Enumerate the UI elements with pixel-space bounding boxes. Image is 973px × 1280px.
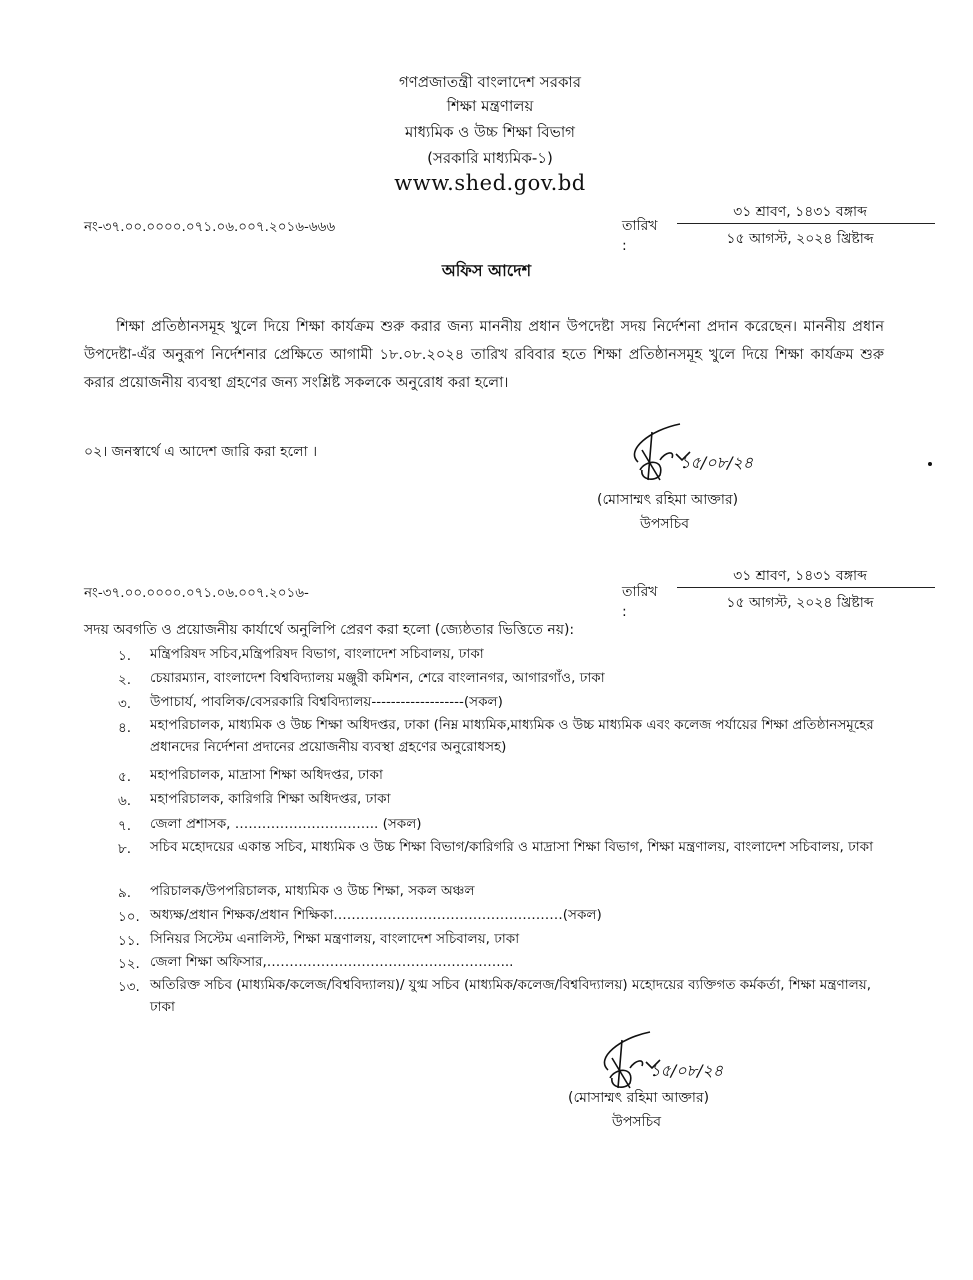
item-text: মহাপরিচালক, মাদ্রাসা শিক্ষা অধিদপ্তর, ঢাকা xyxy=(150,767,383,783)
signatory-name-1: (মোসাম্মৎ রহিমা আক্তার) xyxy=(597,492,739,508)
item-text: জেলা শিক্ষা অফিসার,…………………………………………….... xyxy=(150,954,514,970)
item-text: অধ্যক্ষ/প্রধান শিক্ষক/প্রধান শিক্ষিকা……………………………………………(সকল) xyxy=(150,907,602,923)
item-number: ৫. xyxy=(118,769,132,785)
copy-date-english: ১৫ আগস্ট, ২০২৪ খ্রিষ্টাব্দ xyxy=(726,595,874,611)
item-number: ৩. xyxy=(118,696,132,712)
item-number: ১২. xyxy=(118,956,140,972)
order-paragraph-1: শিক্ষা প্রতিষ্ঠানসমূহ খুলে দিয়ে শিক্ষা কার্যক্রম শুরু করার জন্য মাননীয় প্রধান উপদেষ্টা সদয় নির্দেশনা প্রদান করেছেন। মাননীয় প্রধান উপদেষ্টা-এঁর অনুরূপ নির্দেশনার প্রেক্ষিতে আগামী ১৮.০৮.২০২৪ তারিখ রবিবার হতে শিক্ষা প্রতিষ্ঠানসমূহ খুলে দিয়ে শিক্ষা কার্যক্রম শুরু করার প্রয়োজনীয় ব্যবস্থা গ্রহণের জন্য সংশ্লিষ্ট সকলকে অনুরোধ করা হলো। xyxy=(84,319,884,391)
signatory-designation-1: উপসচিব xyxy=(640,516,690,532)
signature-icon xyxy=(620,420,790,490)
item-number: ১০. xyxy=(118,909,140,925)
date-label: তারিখ : xyxy=(622,218,658,254)
item-text: মহাপরিচালক, মাধ্যমিক ও উচ্চ শিক্ষা অধিদপ্তর, ঢাকা (নিম্ন মাধ্যমিক,মাধ্যমিক ও উচ্চ মাধ্যমিক এবং কলেজ পর্যায়ের শিক্ষা প্রতিষ্ঠানসমূহের প্রধানদের নির্দেশনা প্রদানের প্রয়োজনীয় ব্যবস্থা গ্রহণের অনুরোধসহ) xyxy=(150,717,874,755)
document-title: অফিস আদেশ xyxy=(441,261,532,280)
item-text: অতিরিক্ত সচিব (মাধ্যমিক/কলেজ/বিশ্ববিদ্যালয়)/ যুগ্ম সচিব (মাধ্যমিক/কলেজ/বিশ্ববিদ্যালয়) মহোদয়ের ব্যক্তিগত কর্মকর্তা, শিক্ষা মন্ত্রণালয়, ঢাকা xyxy=(150,977,872,1015)
order-paragraph-2: ০২। জনস্বার্থে এ আদেশ জারি করা হলো । xyxy=(84,444,318,460)
website-link[interactable]: www.shed.gov.bd xyxy=(394,171,586,195)
copy-heading: সদয় অবগতি ও প্রয়োজনীয় কার্যার্থে অনুলিপি প্রেরণ করা হলো (জ্যেষ্ঠতার ভিত্তিতে নয়): xyxy=(84,622,575,638)
signatory-name-2: (মোসাম্মৎ রহিমা আক্তার) xyxy=(568,1090,710,1106)
signatory-designation-2: উপসচিব xyxy=(612,1114,662,1130)
item-number: ১১. xyxy=(118,933,140,949)
item-number: ১. xyxy=(118,648,132,664)
item-number: ৯. xyxy=(118,885,132,901)
signature-date-2: ১৫/০৮/২৪ xyxy=(650,1061,724,1080)
item-number: ৪. xyxy=(118,720,132,736)
memo-number: নং-৩৭.০০.০০০০.০৭১.০৬.০০৭.২০১৬-৬৬৬ xyxy=(84,219,336,235)
item-text: মহাপরিচালক, কারিগরি শিক্ষা অধিদপ্তর, ঢাকা xyxy=(150,791,391,807)
item-text: উপাচার্য, পাবলিক/বেসরকারি বিশ্ববিদ্যালয়-------------------(সকল) xyxy=(150,694,503,710)
date-english: ১৫ আগস্ট, ২০২৪ খ্রিষ্টাব্দ xyxy=(726,231,874,247)
item-text: জেলা প্রশাসক, ………………………….. (সকল) xyxy=(150,816,422,832)
date-bangla: ৩১ শ্রাবণ, ১৪৩১ বঙ্গাব্দ xyxy=(733,204,867,220)
copy-date-divider xyxy=(677,587,935,588)
item-number: ৭. xyxy=(118,818,132,834)
copy-date-label: তারিখ : xyxy=(622,584,658,620)
copy-date-bangla: ৩১ শ্রাবণ, ১৪৩১ বঙ্গাব্দ xyxy=(733,568,867,584)
item-number: ১৩. xyxy=(118,979,140,995)
copy-memo-number: নং-৩৭.০০.০০০০.০৭১.০৬.০০৭.২০১৬- xyxy=(84,585,309,601)
item-text: সিনিয়র সিস্টেম এনালিস্ট, শিক্ষা মন্ত্রণালয়, বাংলাদেশ সচিবালয়, ঢাকা xyxy=(150,931,520,947)
date-divider xyxy=(677,223,935,224)
item-text: পরিচালক/উপপরিচালক, মাধ্যমিক ও উচ্চ শিক্ষা, সকল অঞ্চল xyxy=(150,883,475,899)
item-number: ২. xyxy=(118,672,132,688)
government-name: গণপ্রজাতন্ত্রী বাংলাদেশ সরকার xyxy=(398,73,582,91)
item-text: মন্ত্রিপরিষদ সচিব,মন্ত্রিপরিষদ বিভাগ, বাংলাদেশ সচিবালয়, ঢাকা xyxy=(150,646,484,662)
item-text: সচিব মহোদয়ের একান্ত সচিব, মাধ্যমিক ও উচ্চ শিক্ষা বিভাগ/কারিগরি ও মাদ্রাসা শিক্ষা বিভাগ, শিক্ষা মন্ত্রণালয়, বাংলাদেশ সচিবালয়, ঢাকা xyxy=(150,839,874,855)
item-number: ৮. xyxy=(118,841,132,857)
item-number: ৬. xyxy=(118,793,132,809)
division-name: মাধ্যমিক ও উচ্চ শিক্ষা বিভাগ xyxy=(404,123,576,141)
item-text: চেয়ারম্যান, বাংলাদেশ বিশ্ববিদ্যালয় মঞ্জুরী কমিশন, শেরে বাংলানগর, আগারগাঁও, ঢাকা xyxy=(150,670,605,686)
signature-date-1: ১৫/০৮/২৪ xyxy=(680,453,754,472)
ministry-name: শিক্ষা মন্ত্রণালয় xyxy=(446,97,534,115)
section-name: (সরকারি মাধ্যমিক-১) xyxy=(427,149,553,167)
ink-dot xyxy=(928,462,932,466)
